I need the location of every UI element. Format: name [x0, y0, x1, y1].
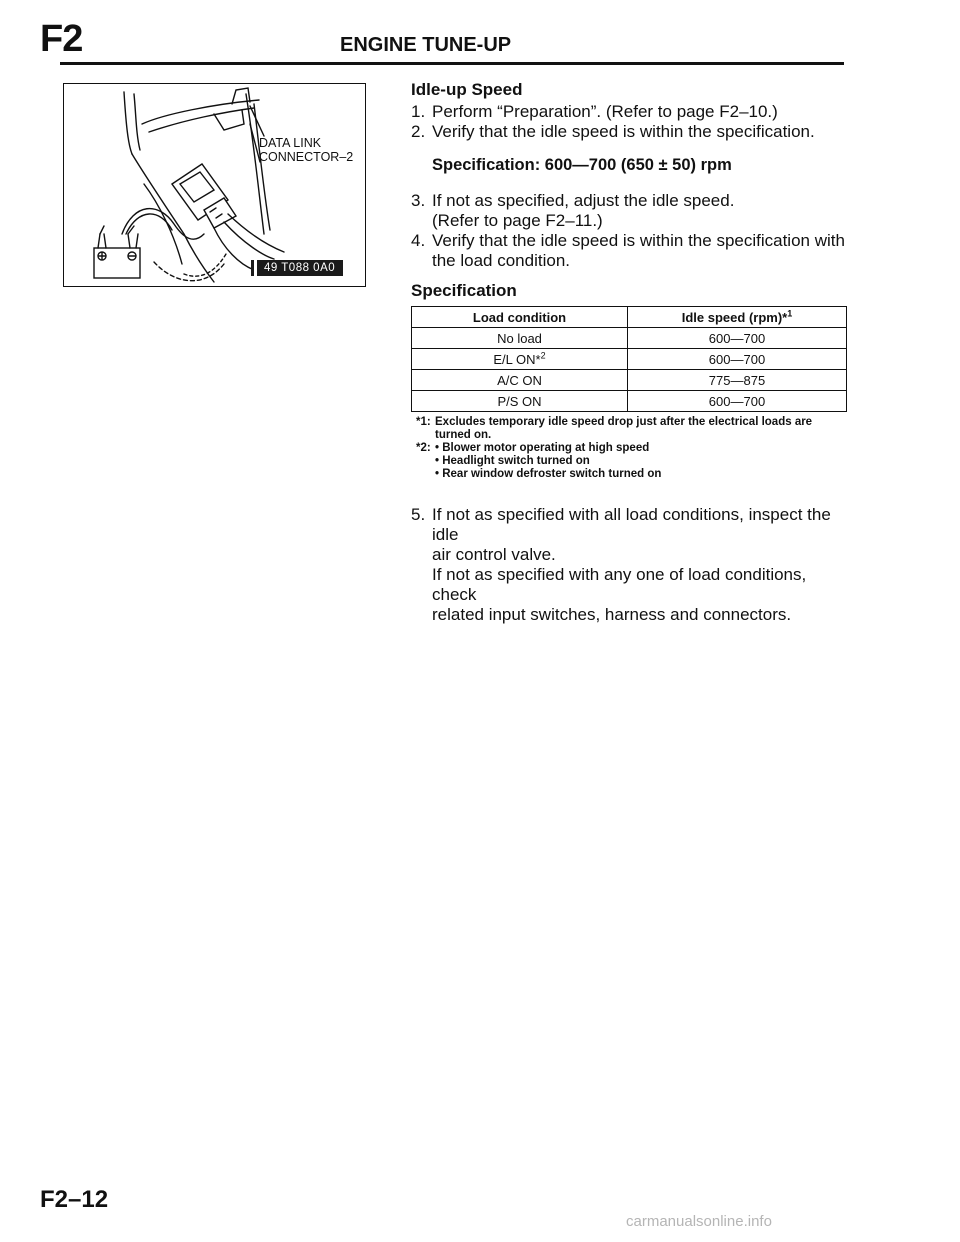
header-load-condition: Load condition — [412, 307, 628, 328]
specification-heading: Specification — [411, 281, 517, 300]
header-idle-speed: Idle speed (rpm)*$^1$ — [628, 307, 847, 328]
step-2: 2. Verify that the idle speed is within the specification. — [411, 122, 815, 141]
procedure-content — [411, 80, 851, 625]
section-code: F2 — [40, 18, 83, 60]
step-4: 4. Verify that the idle speed is within the specification with the load condition. — [411, 231, 845, 270]
data-link-connector-label: DATA LINK CONNECTOR–2 — [259, 136, 354, 164]
specification-rpm: Specification: 600—700 (650 ± 50) rpm — [432, 156, 732, 174]
table-row: E/L ON*$^2$ 600—700 — [412, 349, 847, 370]
specification-table — [411, 306, 847, 412]
table-row: A/C ON 775—875 — [412, 370, 847, 391]
diagnostic-figure — [63, 83, 366, 287]
table-row: No load 600—700 — [412, 328, 847, 349]
header-rule — [60, 62, 844, 65]
table-footnotes — [411, 416, 851, 481]
page-number: F2–12 — [40, 1186, 109, 1213]
data-link-connector-illustration — [64, 84, 364, 285]
section-title: Idle-up Speed — [411, 80, 523, 99]
figure-code: 49 T088 0A0 — [254, 260, 343, 276]
watermark: carmanualsonline.info — [626, 1213, 772, 1230]
table-header-row — [412, 307, 847, 328]
step-5: 5. If not as specified with all load conditions, inspect the idle air control valve. If not as specified with any one of load conditions, check related input switches, harness and connectors. — [411, 505, 831, 624]
page-title: ENGINE TUNE-UP — [340, 34, 512, 56]
step-1: 1. Perform “Preparation”. (Refer to page F2–10.) — [411, 102, 778, 121]
step-3: 3. If not as specified, adjust the idle speed. (Refer to page F2–11.) — [411, 191, 735, 230]
table-row: P/S ON 600—700 — [412, 391, 847, 412]
footnote-2: *2: • Blower motor operating at high speed • Headlight switch turned on • Rear window defroster switch turned on — [416, 442, 662, 480]
footnote-1: *1: Excludes temporary idle speed drop just after the electrical loads are turned on. — [416, 416, 813, 441]
